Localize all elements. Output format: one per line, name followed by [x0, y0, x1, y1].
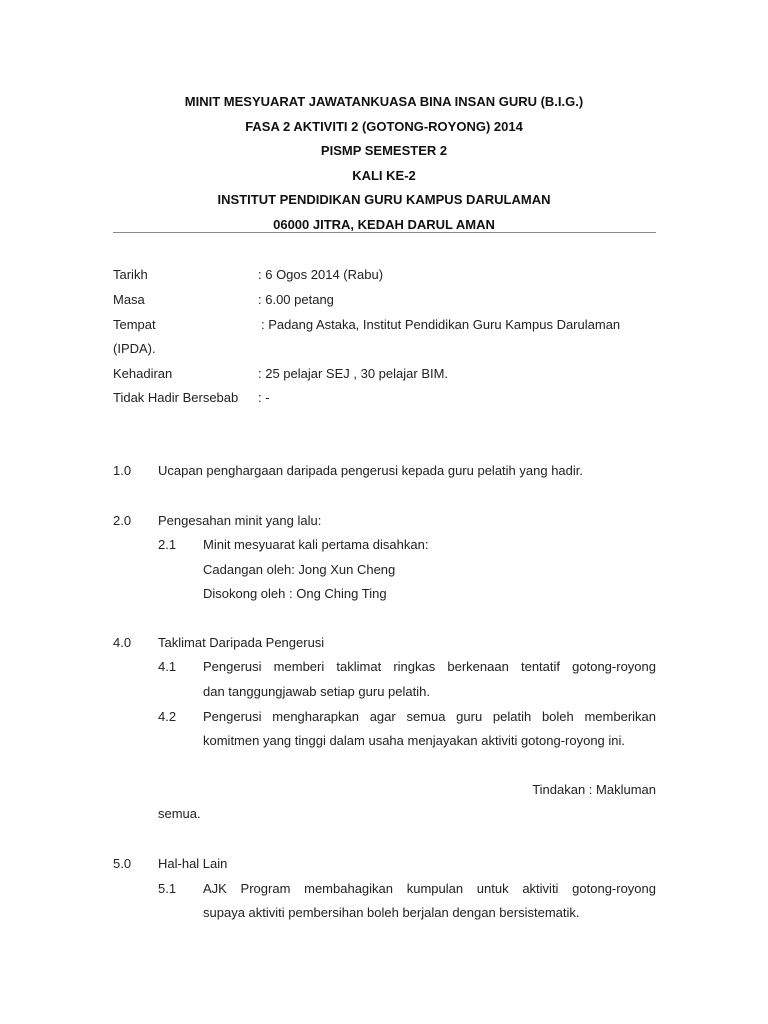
section-4-2-number: 4.2 — [158, 709, 177, 724]
tempat-value: : Padang Astaka, Institut Pendidikan Guru Kampus Darulaman — [261, 317, 621, 332]
section-4-1-line-1: Pengerusi memberi taklimat ringkas berkenaan tentatif gotong-royong — [203, 659, 656, 674]
section-4-1-line-2: dan tanggungjawab setiap guru pelatih. — [203, 684, 430, 699]
section-2-1-number: 2.1 — [158, 537, 177, 552]
tarikh-label: Tarikh — [113, 267, 148, 282]
section-5-1-line-2: supaya aktiviti pembersihan boleh berjalan dengan bersistematik. — [203, 905, 580, 920]
tindakan-note-continued: semua. — [158, 806, 201, 821]
section-2-1-line-3: Disokong oleh : Ong Ching Ting — [203, 586, 387, 601]
title-line-1: MINIT MESYUARAT JAWATANKUASA BINA INSAN GURU (B.I.G.) — [184, 94, 584, 109]
section-4-2-line-1: Pengerusi mengharapkan agar semua guru pelatih boleh memberikan — [203, 709, 656, 724]
tempat-label: Tempat — [113, 317, 156, 332]
masa-label: Masa — [113, 292, 145, 307]
title-line-4: KALI KE-2 — [352, 168, 416, 183]
section-1-text: Ucapan penghargaan daripada pengerusi kepada guru pelatih yang hadir. — [158, 463, 583, 478]
section-2-number: 2.0 — [113, 513, 132, 528]
section-4-1-number: 4.1 — [158, 659, 177, 674]
tarikh-value: : 6 Ogos 2014 (Rabu) — [258, 267, 384, 282]
section-2-title: Pengesahan minit yang lalu: — [158, 513, 322, 528]
tindakan-note: Tindakan : Makluman — [532, 782, 656, 797]
section-5-1-line-1: AJK Program membahagikan kumpulan untuk aktiviti gotong-royong — [203, 881, 656, 896]
section-2-1-line-2: Cadangan oleh: Jong Xun Cheng — [203, 562, 396, 577]
section-2-1-line-1: Minit mesyuarat kali pertama disahkan: — [203, 537, 429, 552]
title-line-5: INSTITUT PENDIDIKAN GURU KAMPUS DARULAMAN — [217, 192, 551, 207]
section-4-title: Taklimat Daripada Pengerusi — [158, 635, 325, 650]
header-divider — [113, 232, 656, 233]
kehadiran-label: Kehadiran — [113, 366, 173, 381]
title-line-2: FASA 2 AKTIVITI 2 (GOTONG-ROYONG) 2014 — [245, 119, 523, 134]
masa-value: : 6.00 petang — [258, 292, 334, 307]
kehadiran-value: : 25 pelajar SEJ , 30 pelajar BIM. — [258, 366, 449, 381]
section-5-1-number: 5.1 — [158, 881, 177, 896]
title-line-6: 06000 JITRA, KEDAH DARUL AMAN — [273, 217, 495, 232]
section-4-2-line-2: komitmen yang tinggi dalam usaha menjayakan aktiviti gotong-royong ini. — [203, 733, 626, 748]
section-5-number: 5.0 — [113, 856, 132, 871]
section-4-number: 4.0 — [113, 635, 132, 650]
tempat-value-continued: (IPDA). — [113, 341, 156, 356]
tidak-hadir-value: : - — [258, 390, 270, 405]
tidak-hadir-label: Tidak Hadir Bersebab — [113, 390, 239, 405]
section-1-number: 1.0 — [113, 463, 132, 478]
title-line-3: PISMP SEMESTER 2 — [320, 143, 448, 158]
section-5-title: Hal-hal Lain — [158, 856, 228, 871]
